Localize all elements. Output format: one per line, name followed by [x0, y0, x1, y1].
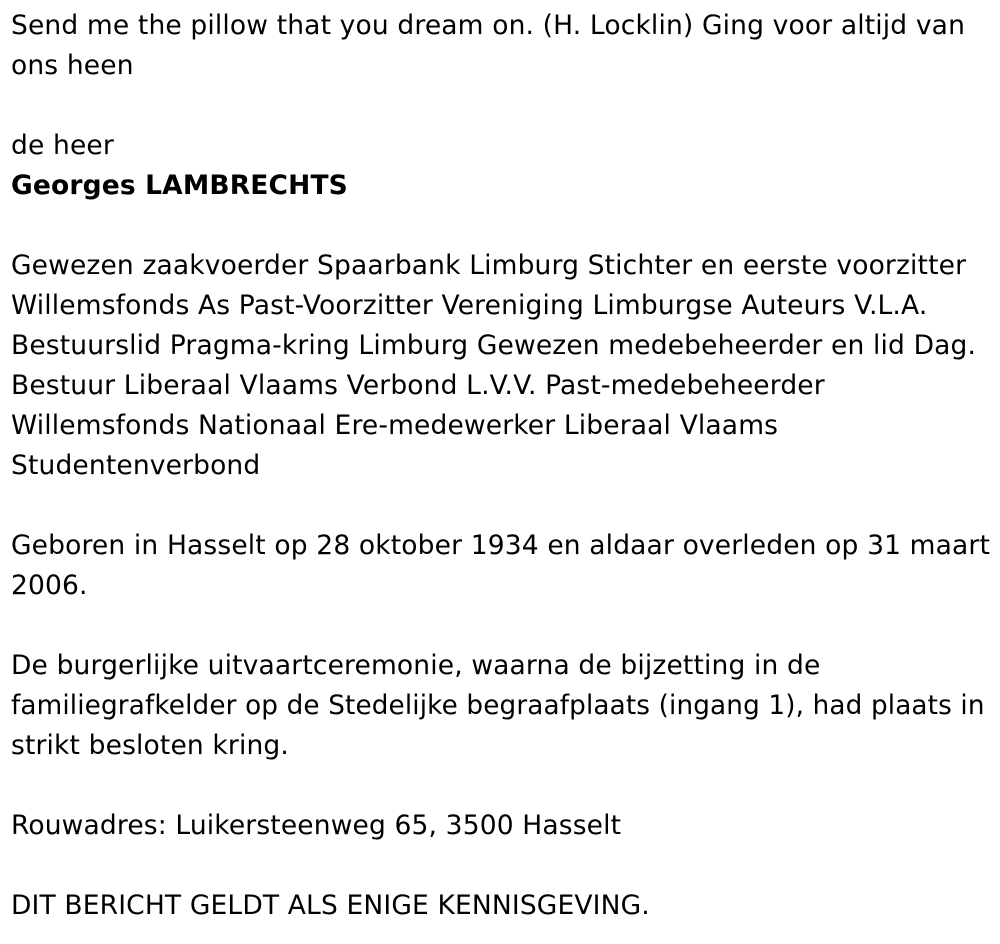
ceremony-line: familiegrafkelder op de Stedelijke begraafplaats (ingang 1), had plaats in: [11, 691, 985, 721]
birth-death-line: 2006.: [11, 570, 88, 601]
spacer: [11, 486, 990, 526]
spacer: [11, 86, 990, 126]
functions-paragraph: [11, 246, 990, 486]
spacer: [11, 206, 990, 246]
functions-line: Willemsfonds As Past-Voorzitter Vereniging Limburgse Auteurs V.L.A.: [11, 290, 928, 321]
functions-line: Studentenverbond: [11, 450, 261, 481]
birth-death-paragraph: [11, 526, 990, 606]
notice: DIT BERICHT GELDT ALS ENIGE KENNISGEVING.: [11, 890, 650, 921]
functions-line: Bestuur Liberaal Vlaams Verbond L.V.V. Past-medebeheerder: [11, 370, 825, 401]
ceremony-line: strikt besloten kring.: [11, 730, 289, 761]
ceremony-line: De burgerlijke uitvaartceremonie, waarna de bijzetting in de: [11, 650, 821, 681]
spacer: [11, 606, 990, 646]
deceased-name: Georges LAMBRECHTS: [11, 170, 348, 201]
functions-line: Willemsfonds Nationaal Ere-medewerker Liberaal Vlaams: [11, 410, 779, 441]
functions-line: Gewezen zaakvoerder Spaarbank Limburg Stichter en eerste voorzitter: [11, 250, 967, 281]
salutation: de heer: [11, 130, 114, 161]
birth-death-line: Geboren in Hasselt op 28 oktober 1934 en aldaar overleden op 31 maart: [11, 530, 990, 561]
functions-line: Bestuurslid Pragma-kring Limburg Gewezen medebeheerder en lid Dag.: [11, 330, 977, 361]
spacer: [11, 846, 990, 886]
ceremony-paragraph: [11, 646, 990, 766]
mourning-address: Rouwadres: Luikersteenweg 65, 3500 Hasselt: [11, 810, 622, 841]
motto-line-2: ons heen: [11, 50, 134, 81]
spacer: [11, 766, 990, 806]
motto-line-1: Send me the pillow that you dream on. (H. Locklin) Ging voor altijd van: [11, 10, 966, 41]
